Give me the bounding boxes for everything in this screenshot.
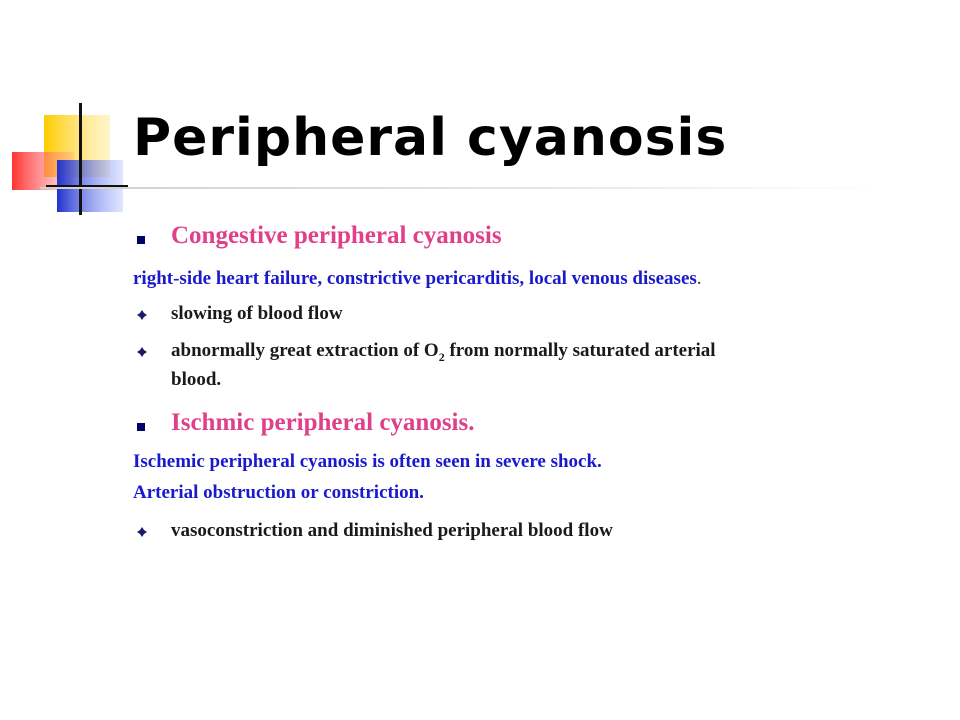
section1-sub1: slowing of blood flow bbox=[171, 303, 343, 324]
section2-line2: Arterial obstruction or constriction. bbox=[133, 482, 424, 503]
section1-heading: Congestive peripheral cyanosis bbox=[171, 222, 502, 249]
square-bullet-icon bbox=[137, 423, 145, 431]
title-divider bbox=[40, 187, 880, 189]
diamond-bullet-icon bbox=[137, 527, 147, 537]
square-bullet-icon bbox=[137, 236, 145, 244]
slide-title: Peripheral cyanosis bbox=[133, 108, 728, 168]
section1-line1: right-side heart failure, constrictive pericarditis, local venous diseases. bbox=[133, 268, 702, 289]
section2-heading: Ischmic peripheral cyanosis. bbox=[171, 409, 475, 436]
diamond-bullet-icon bbox=[137, 347, 147, 357]
diamond-bullet-icon bbox=[137, 310, 147, 320]
section1-sub2-continued: blood. bbox=[171, 369, 222, 390]
section1-sub2: abnormally great extraction of $O_2$ from normally saturated arterial bbox=[171, 340, 716, 364]
section2-line1: Ischemic peripheral cyanosis is often seen in severe shock. bbox=[133, 451, 602, 472]
section2-sub1: vasoconstriction and diminished peripheral blood flow bbox=[171, 520, 613, 541]
vertical-rule bbox=[79, 103, 82, 215]
